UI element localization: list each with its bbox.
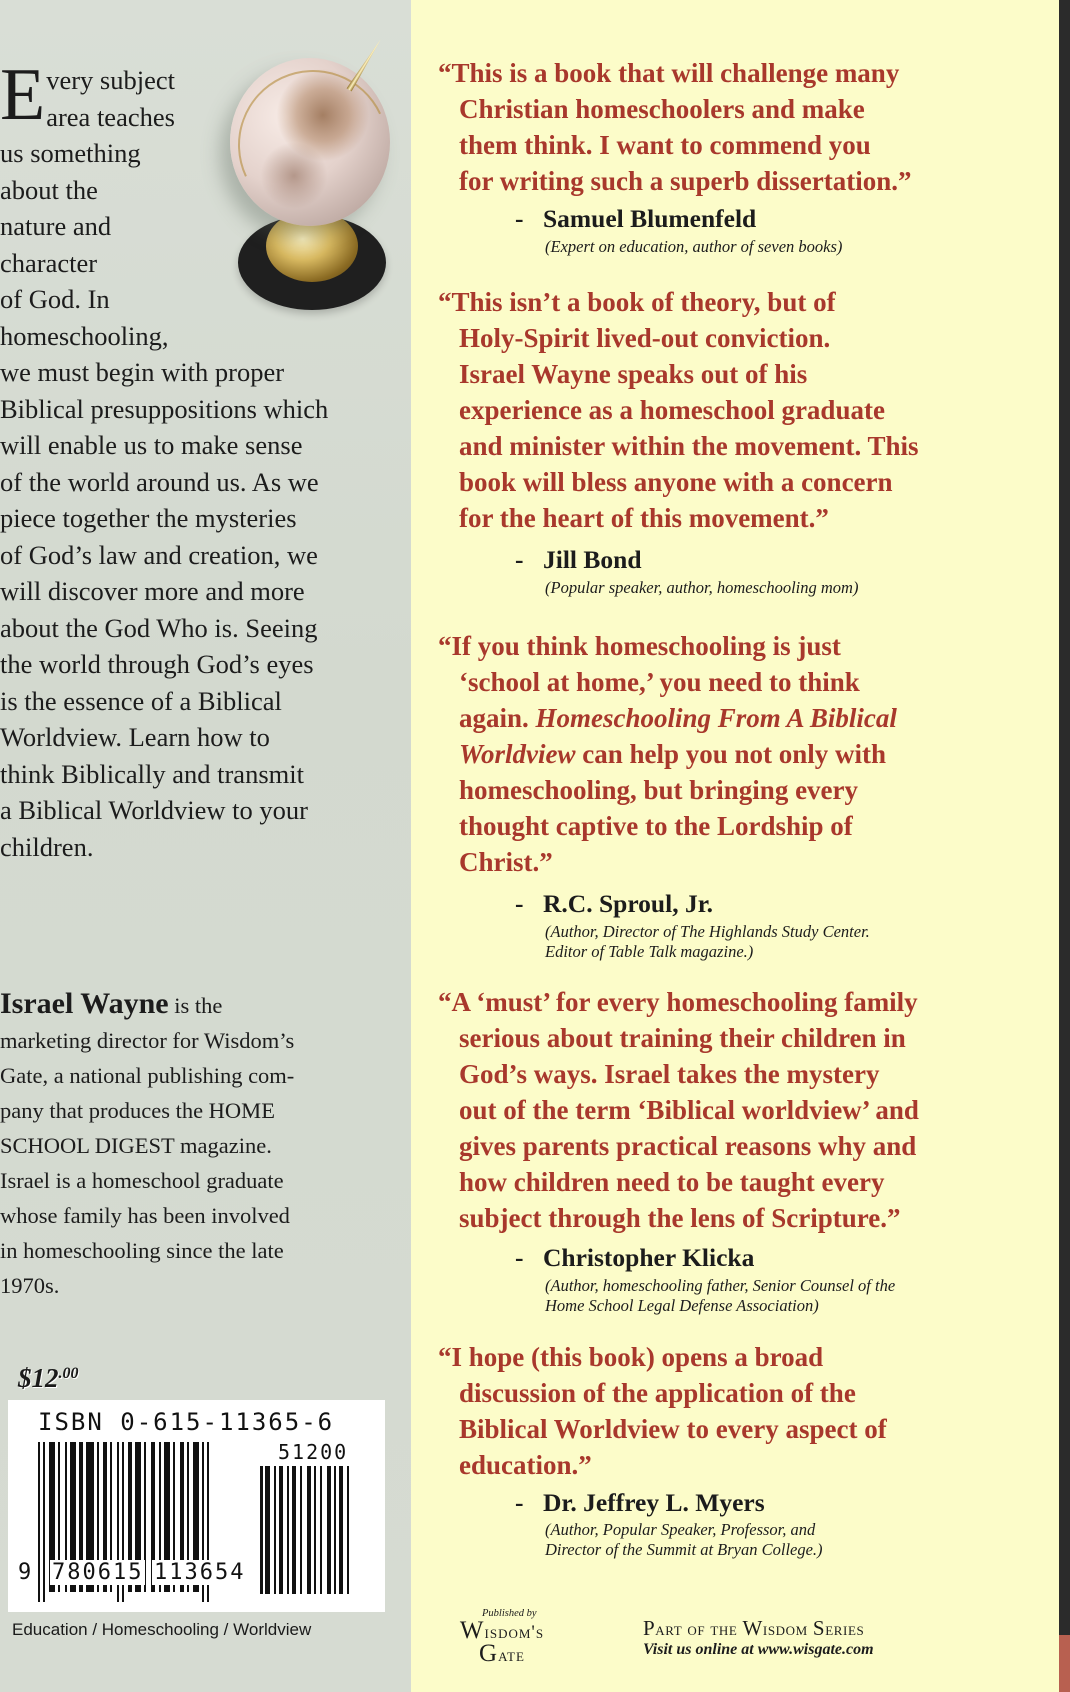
intro-line: a Biblical Worldview to your [0, 795, 308, 825]
intro-line: Worldview. Learn how to [0, 722, 270, 752]
author-name: Israel Wayne [0, 987, 169, 1020]
ean-first-digit: 9 [18, 1560, 34, 1585]
intro-line: of God. In [0, 284, 110, 314]
quote-2-author: - Jill Bond [515, 545, 642, 574]
intro-line: we must begin with proper [0, 357, 285, 387]
endorsement-quote-3: “If you think homeschooling is just ‘school at home,’ you need to think again. Homeschooling From A Biblical Worldview can help you not only with homeschooling, but bringing every thought captive to the Lordship of Christ.” [438, 631, 897, 877]
intro-line: piece together the mysteries [0, 503, 297, 533]
ean-left-group: 780615 [52, 1560, 144, 1585]
published-by-label: Published by [482, 1608, 537, 1619]
endorsement-quote-4: “A ‘must’ for every homeschooling family serious about training their children in God’s ways. Israel takes the mystery out of the term ‘Biblical worldview’ and gives parents practical reasons why and how children need to be taught every subject through the lens of Scripture.” [438, 987, 919, 1233]
intro-line: very subject [46, 65, 175, 95]
author-bio [0, 986, 400, 1303]
intro-line: us something [0, 138, 141, 168]
intro-line: nature and [0, 211, 112, 241]
isbn-label: ISBN 0-615-11365-6 [38, 1408, 335, 1436]
intro-line: the world through God’s eyes [0, 649, 314, 679]
intro-line: area teaches [46, 101, 175, 132]
endorsement-quote-1: “This is a book that will challenge many Christian homeschoolers and make them think. I want to commend you for writing such a superb dissertation.” [438, 58, 912, 196]
quote-1-author-role: (Expert on education, author of seven books) [545, 237, 843, 256]
intro-line: of God’s law and creation, we [0, 539, 318, 570]
quote-4-author: - Christopher Klicka [515, 1243, 755, 1272]
intro-line: is the essence of a Biblical [0, 685, 282, 716]
intro-line: Biblical presuppositions which [0, 393, 329, 424]
quote-3-author: - R.C. Sproul, Jr. [515, 889, 714, 918]
quote-5-author-role: (Author, Popular Speaker, Professor, and Director of the Summit at Bryan College.) [545, 1520, 823, 1559]
spine-edge-dark [1059, 0, 1070, 1635]
quote-3-author-role: (Author, Director of The Highlands Study Center. Editor of Table Talk magazine.) [545, 922, 870, 961]
addon-digits: 51200 [278, 1440, 349, 1464]
bio-first-line: Israel Wayne is the [0, 987, 223, 1020]
book-title: Homeschooling From A Biblical [535, 703, 897, 733]
bio-line: pany that produces the HOME [0, 1098, 275, 1123]
intro-line: about the [0, 174, 98, 205]
isbn-barcode [8, 1400, 385, 1612]
intro-line: will discover more and more [0, 576, 305, 606]
bio-line: marketing director for Wisdom’s [0, 1028, 295, 1053]
intro-line: children. [0, 831, 94, 862]
drop-cap: E [0, 54, 46, 136]
quote-1-author: - Samuel Blumenfeld [515, 204, 757, 233]
website-link[interactable]: Visit us online at www.wisgate.com [643, 1641, 874, 1658]
category-label: Education / Homeschooling / Worldview [12, 1620, 312, 1639]
publisher-logo: Wisdom's Gate [459, 1617, 545, 1667]
intro-line: character [0, 247, 98, 278]
bio-line: SCHOOL DIGEST magazine. [0, 1133, 272, 1158]
bio-line: Gate, a national publishing com- [0, 1063, 295, 1088]
price: $\$12^{.00}$ [18, 1363, 79, 1393]
bio-line: whose family has been involved [0, 1203, 290, 1228]
intro-line: of the world around us. As we [0, 466, 319, 497]
quote-4-author-role: (Author, homeschooling father, Senior Counsel of the Home School Legal Defense Association) [545, 1276, 896, 1315]
endorsement-quote-2: “This isn’t a book of theory, but of Holy-Spirit lived-out conviction. Israel Wayne speaks out of his experience as a homeschool graduate and minister within the movement. This book will bless anyone with a concern for the heart of this movement.” [438, 287, 919, 533]
ean-right-group: 113654 [154, 1560, 246, 1585]
series-label: Part of the Wisdom Series [643, 1616, 865, 1640]
quote-2-author-role: (Popular speaker, author, homeschooling mom) [545, 578, 859, 597]
intro-line: homeschooling, [0, 320, 169, 351]
bio-line: in homeschooling since the late [0, 1238, 284, 1263]
bio-line: 1970s. [0, 1273, 60, 1298]
bio-line: Israel is a homeschool graduate [0, 1168, 284, 1193]
addon-barcode-bars [260, 1466, 360, 1594]
endorsement-quote-5: “I hope (this book) opens a broad discussion of the application of the Biblical Worldview to every aspect of education.” [438, 1342, 887, 1480]
intro-line: about the God Who is. Seeing [0, 612, 318, 643]
intro-paragraph [0, 54, 395, 865]
quote-5-author: - Dr. Jeffrey L. Myers [515, 1488, 765, 1517]
book-title: Worldview [459, 739, 576, 769]
spine-edge-red [1059, 1635, 1070, 1692]
intro-line: will enable us to make sense [0, 430, 303, 460]
intro-line: think Biblically and transmit [0, 758, 304, 789]
